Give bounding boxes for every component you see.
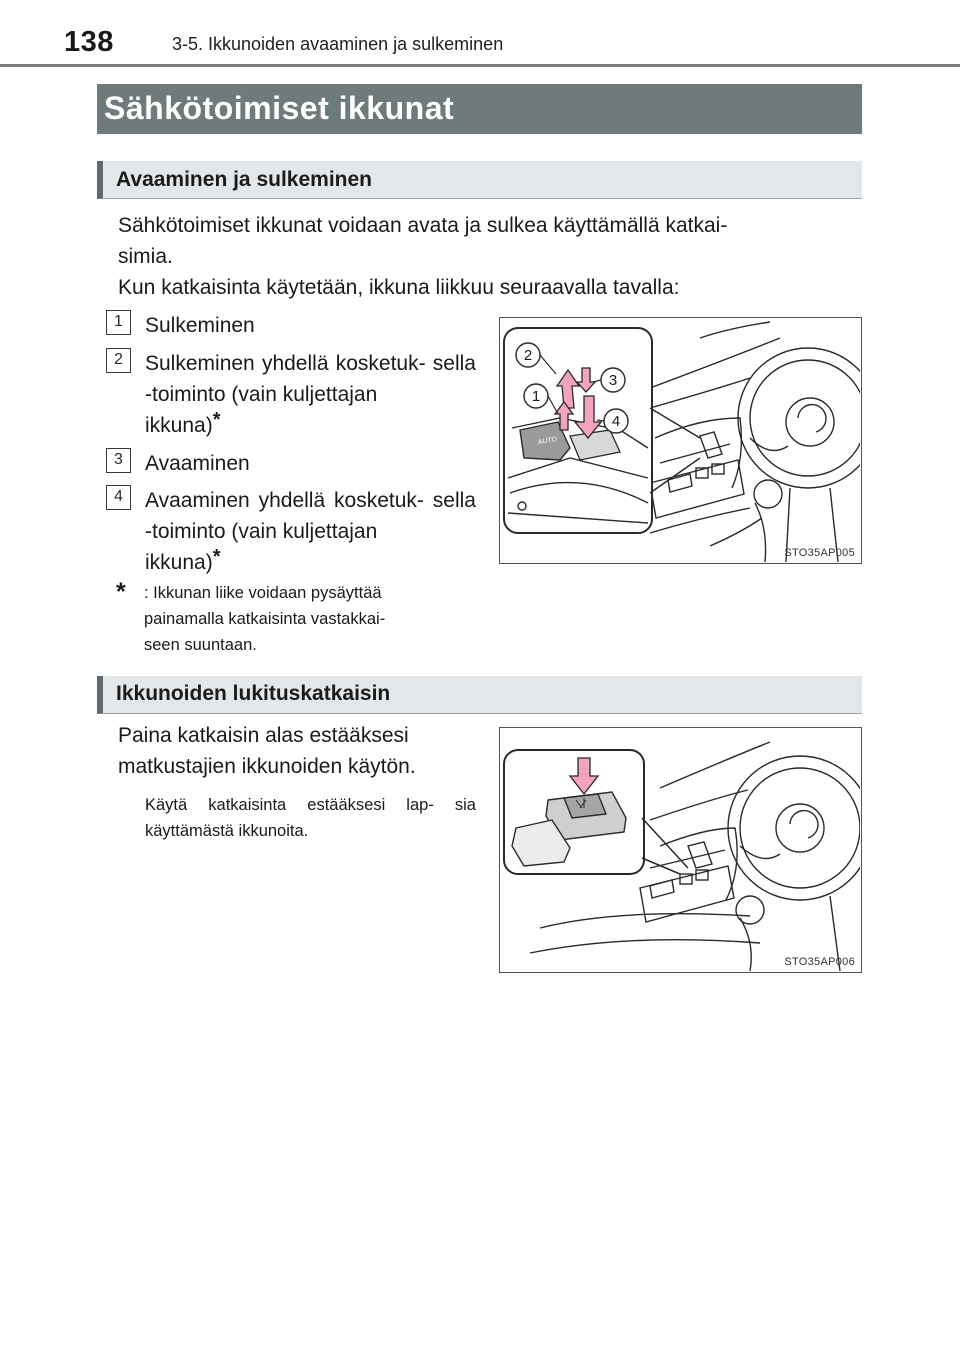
item-text: Avaaminen: [145, 452, 250, 475]
footnote-line-2: painamalla katkaisinta vastakkai-: [144, 610, 386, 628]
figure-code: STO35AP006: [784, 956, 855, 968]
window-switch-illustration: [500, 318, 860, 562]
intro-line-1: Sähkötoimiset ikkunat voidaan avata ja sulkea käyttämällä katkai-: [118, 214, 728, 237]
lock-paragraph: [118, 720, 476, 782]
intro-line-3: Kun katkaisinta käytetään, ikkuna liikkuu seuraavalla tavalla:: [118, 276, 680, 299]
footnote-star: *: [212, 409, 221, 431]
list-item: [145, 348, 476, 441]
item-number-badge: 3: [106, 448, 131, 473]
section-heading-opening-closing: Avaaminen ja sulkeminen: [116, 168, 372, 191]
page-title: Sähkötoimiset ikkunat: [104, 90, 455, 126]
callout-2: 2: [523, 347, 533, 364]
footnote-text: [118, 580, 476, 658]
list-item: [145, 448, 476, 479]
lock-switch-illustration: [500, 728, 860, 971]
figure-window-lock-switch: [499, 727, 862, 973]
auto-label: AUTO: [537, 436, 558, 447]
callout-1: 1: [531, 388, 541, 405]
footnote-line-3: seen suuntaan.: [144, 636, 257, 654]
section-heading-window-lock: Ikkunoiden lukituskatkaisin: [116, 682, 391, 705]
item-number-badge: 4: [106, 485, 131, 510]
item-number-badge: 2: [106, 348, 131, 373]
item-text-last: ikkuna): [145, 414, 213, 437]
list-item: [145, 310, 476, 341]
callout-4: 4: [611, 413, 621, 430]
figure-window-switch: [499, 317, 862, 564]
item-number-badge: 1: [106, 310, 131, 335]
intro-paragraph: [118, 210, 855, 272]
footnote-star: *: [212, 546, 221, 568]
list-item: [145, 485, 476, 578]
lock-line-1: Paina katkaisin alas estääksesi: [118, 724, 409, 747]
item-text: Avaaminen yhdellä kosketuk- sella -toiminto (vain kuljettajan: [145, 489, 476, 543]
item-text: Sulkeminen yhdellä kosketuk- sella -toiminto (vain kuljettajan: [145, 352, 476, 406]
lock-line-2: matkustajien ikkunoiden käytön.: [118, 755, 416, 778]
lock-note: Käytä katkaisinta estääksesi lap- sia käyttämästä ikkunoita.: [145, 796, 476, 840]
running-head: 3-5. Ikkunoiden avaaminen ja sulkeminen: [172, 34, 504, 54]
item-text-last: ikkuna): [145, 551, 213, 574]
intro-line-2: simia.: [118, 245, 173, 268]
item-text: Sulkeminen: [145, 314, 255, 337]
callout-3: 3: [608, 372, 618, 389]
figure-code: STO35AP005: [784, 547, 855, 559]
note-star: *: [116, 578, 126, 606]
footnote-line-1: : Ikkunan liike voidaan pysäyttää: [144, 584, 382, 602]
header-rule: [0, 64, 960, 67]
page-number: 138: [64, 26, 114, 58]
